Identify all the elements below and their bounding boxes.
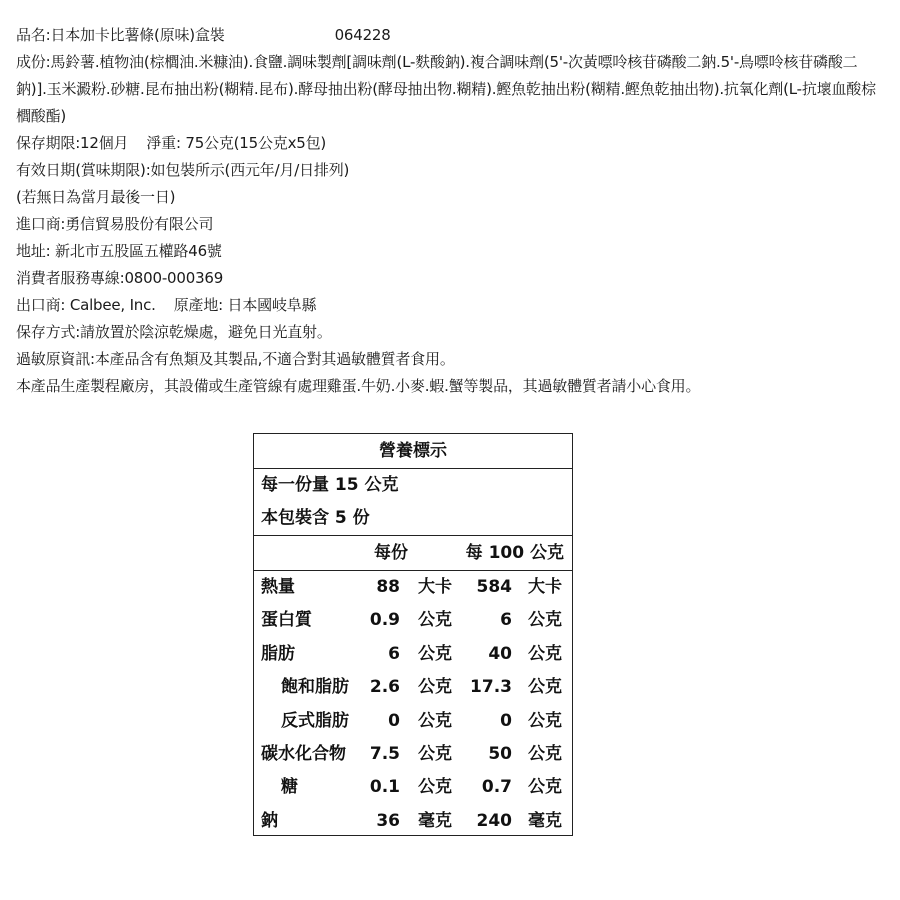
per-serving-value: 7.5: [369, 743, 400, 764]
nutrition-title: 營養標示: [254, 434, 572, 469]
product-name: 品名:日本加卡比薯條(原味)盒裝: [16, 26, 225, 44]
per-100g-unit: 公克: [528, 710, 562, 731]
column-headers: [254, 536, 572, 571]
nutrient-row: [254, 671, 572, 704]
hotline: 消費者服務專線:0800-000369: [16, 269, 224, 287]
per-100g-value: 0.7: [481, 777, 512, 798]
address: 地址: 新北市五股區五權路46號: [16, 242, 222, 260]
shelf-life: 保存期限:12個月: [16, 134, 129, 152]
per-serving-value: 2.6: [369, 677, 400, 698]
per-100g-value: 40: [488, 643, 512, 664]
servings-per-pack: 本包裝含 5 份: [254, 502, 572, 536]
exporter: 出口商: Calbee, Inc.: [16, 296, 156, 314]
nutrient-row: [254, 604, 572, 637]
per-serving-value: 6: [388, 643, 400, 664]
per-100g-value: 6: [500, 610, 512, 631]
product-code: 064228: [334, 26, 391, 44]
per-serving-unit: 公克: [418, 677, 452, 698]
per-100g-unit: 毫克: [528, 810, 562, 831]
product-info: [16, 22, 886, 400]
per-100g-value: 240: [476, 810, 512, 831]
ingredients: 成份:馬鈴薯.植物油(棕櫚油.米糠油).食鹽.調味製劑[調味劑(L-麩酸鈉).複合調味劑(5'-次黃嘌呤核苷磷酸二鈉.5'-鳥嘌呤核苷磷酸二鈉)].玉米澱粉.砂糖.昆布抽出粉(糊精.昆布).酵母抽出粉(酵母抽出物.糊精).鰹魚乾抽出粉(糊精.鰹魚乾抽出物).抗氧化劑(L-抗壞血酸棕櫚酸酯): [16, 53, 876, 125]
nutrient-row: [254, 638, 572, 671]
facility-notice: 本產品生產製程廠房，其設備或生產管線有處理雞蛋.牛奶.小麥.蝦.蟹等製品，其過敏體質者請小心食用。: [16, 377, 701, 395]
per-100g-value: 50: [488, 743, 512, 764]
expiry-note: (若無日為當月最後一日): [16, 188, 176, 206]
nutrient-row: [254, 571, 572, 604]
nutrient-name: 糖: [281, 777, 298, 798]
exporter-line: [16, 292, 886, 319]
nutrient-name: 鈉: [261, 810, 278, 831]
per-serving-value: 0.9: [369, 610, 400, 631]
per-100g-unit: 公克: [528, 643, 562, 664]
origin: 原產地: 日本國岐阜縣: [173, 296, 317, 314]
importer: 進口商:勇信貿易股份有限公司: [16, 215, 214, 233]
per-serving-unit: 公克: [418, 710, 452, 731]
per-100g-unit: 公克: [528, 610, 562, 631]
nutrient-row: [254, 705, 572, 738]
allergen: 過敏原資訊:本產品含有魚類及其製品,不適合對其過敏體質者食用。: [16, 350, 455, 368]
storage: 保存方式:請放置於陰涼乾燥處，避免日光直射。: [16, 323, 332, 341]
nutrient-row: [254, 771, 572, 804]
per-serving-value: 0.1: [369, 777, 400, 798]
nutrient-row: [254, 805, 572, 838]
nutrient-row: [254, 738, 572, 771]
nutrient-name: 碳水化合物: [261, 743, 346, 764]
per-100g-unit: 公克: [528, 677, 562, 698]
nutrient-name: 反式脂肪: [281, 710, 349, 731]
col-per-100g: 每 100 公克: [465, 543, 564, 563]
nutrition-table: [253, 433, 573, 836]
per-100g-unit: 大卡: [528, 577, 562, 597]
per-100g-value: 584: [476, 577, 512, 597]
per-serving-unit: 公克: [418, 743, 452, 764]
per-serving-value: 0: [388, 710, 400, 731]
per-serving-unit: 公克: [418, 777, 452, 798]
per-serving-unit: 大卡: [418, 577, 452, 597]
serving-size: 每一份量 15 公克: [261, 475, 399, 495]
expiry: 有效日期(賞味期限):如包裝所示(西元年/月/日排列): [16, 161, 350, 179]
nutrient-name: 蛋白質: [261, 610, 312, 631]
per-serving-value: 88: [376, 577, 400, 597]
per-100g-unit: 公克: [528, 743, 562, 764]
per-100g-value: 17.3: [470, 677, 512, 698]
per-serving-unit: 公克: [418, 610, 452, 631]
per-serving-unit: 公克: [418, 643, 452, 664]
per-100g-value: 0: [500, 710, 512, 731]
shelf-life-line: [16, 130, 886, 157]
per-serving-unit: 毫克: [418, 810, 452, 831]
nutrient-name: 飽和脂肪: [281, 677, 349, 698]
per-100g-unit: 公克: [528, 777, 562, 798]
nutrient-name: 熱量: [261, 577, 295, 597]
net-weight: 淨重: 75公克(15公克x5包): [146, 134, 327, 152]
per-serving-value: 36: [376, 810, 400, 831]
col-per-serving: 每份: [374, 543, 408, 563]
product-name-line: [16, 22, 886, 49]
nutrient-name: 脂肪: [261, 643, 295, 664]
